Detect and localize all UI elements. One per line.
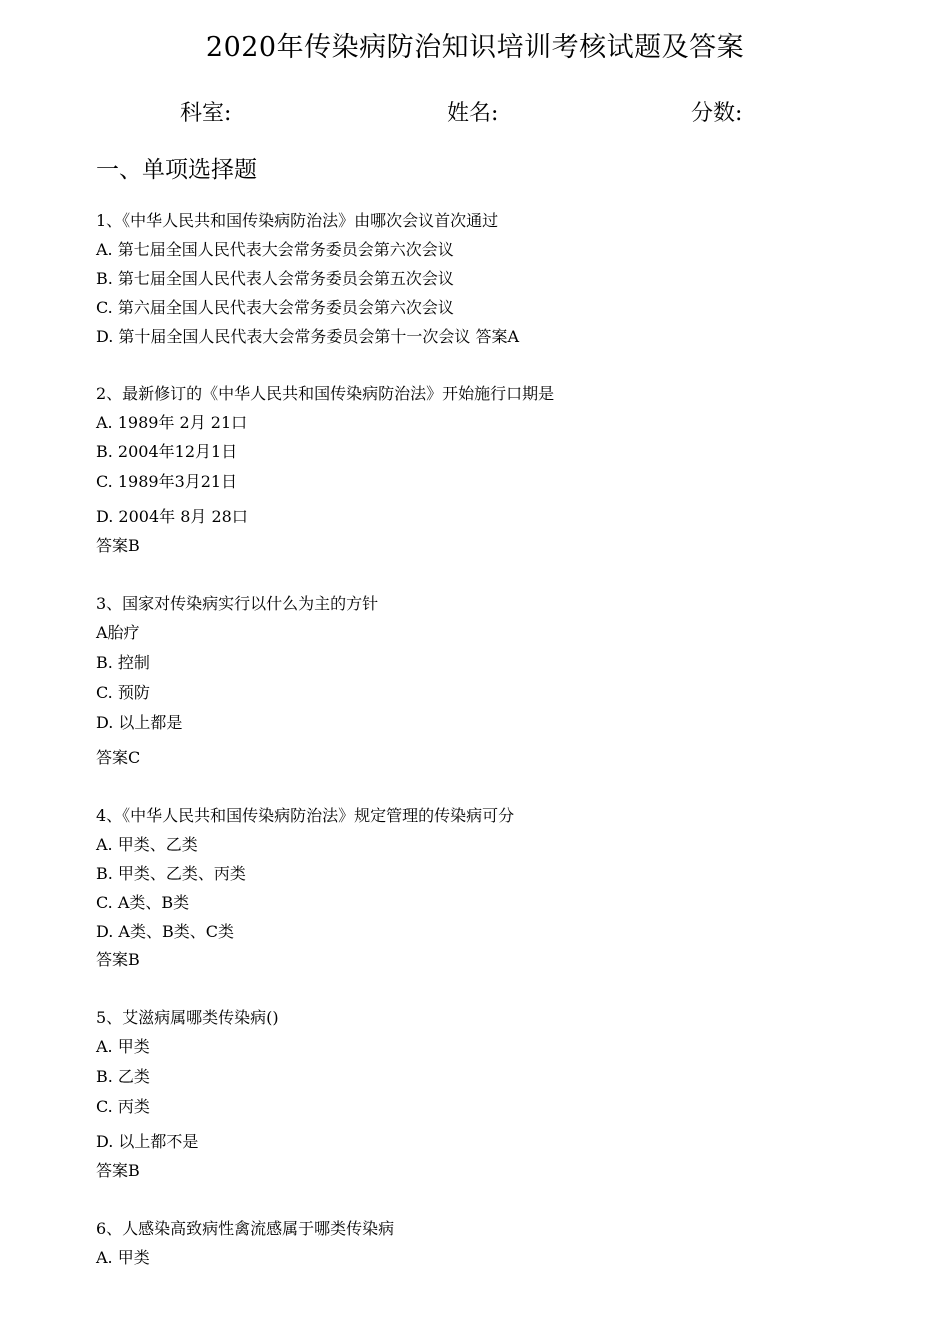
question-3-option-c: C. 预防: [96, 683, 150, 702]
question-6-stem: 6、人感染高致病性禽流感属于哪类传染病: [96, 1219, 395, 1238]
question-2-option-a: A. 1989年 2月 21口: [96, 413, 248, 432]
question-3-answer: 答案C: [96, 748, 141, 767]
question-2-option-d: D. 2004年 8月 28口: [96, 507, 248, 526]
question-4-option-b: B. 甲类、乙类、丙类: [96, 864, 246, 883]
question-5-option-b: B. 乙类: [96, 1067, 150, 1086]
department-field-label: 科室:: [180, 101, 232, 126]
question-4-option-a: A. 甲类、乙类: [96, 835, 198, 854]
question-3-option-a: A胎疗: [96, 623, 140, 642]
question-3-option-b: B. 控制: [96, 653, 150, 672]
question-1-option-a: A. 第七届全国人民代表大会常务委员会第六次会议: [96, 240, 454, 259]
question-2-option-b: B. 2004年12月1日: [96, 442, 238, 461]
question-5-option-a: A. 甲类: [96, 1037, 150, 1056]
question-1-option-b: B. 第七届全国人民代表人会常务委员会第五次会议: [96, 269, 454, 288]
question-2-answer: 答案B: [96, 536, 140, 555]
question-5-option-c: C. 丙类: [96, 1097, 150, 1116]
question-2-stem: 2、最新修订的《中华人民共和国传染病防治法》开始施行口期是: [96, 384, 555, 403]
name-field-label: 姓名:: [447, 101, 499, 126]
question-4-answer: 答案B: [96, 950, 140, 969]
question-2-option-c: C. 1989年3月21日: [96, 472, 238, 491]
question-4-option-d: D. A类、B类、C类: [96, 922, 234, 941]
question-4-option-c: C. A类、B类: [96, 893, 190, 912]
question-1-option-c: C. 第六届全国人民代表大会常务委员会第六次会议: [96, 298, 454, 317]
question-3-option-d: D. 以上都是: [96, 713, 183, 732]
question-3-stem: 3、国家对传染病实行以什么为主的方针: [96, 594, 379, 613]
question-5-option-d: D. 以上都不是: [96, 1132, 199, 1151]
document-title: 2020年传染病防治知识培训考核试题及答案: [205, 32, 745, 63]
question-4-stem: 4、《中华人民共和国传染病防治法》规定管理的传染病可分: [96, 806, 515, 825]
score-field-label: 分数:: [691, 101, 743, 126]
question-1-stem: 1、《中华人民共和国传染病防治法》由哪次会议首次通过: [96, 211, 499, 230]
question-6-option-a: A. 甲类: [96, 1248, 150, 1267]
question-1-option-d: D. 第十届全国人民代表大会常务委员会第十一次会议 答案A: [96, 327, 520, 346]
section-heading: 一、单项选择题: [96, 157, 257, 183]
question-5-stem: 5、艾滋病属哪类传染病(): [96, 1008, 279, 1027]
question-5-answer: 答案B: [96, 1161, 140, 1180]
